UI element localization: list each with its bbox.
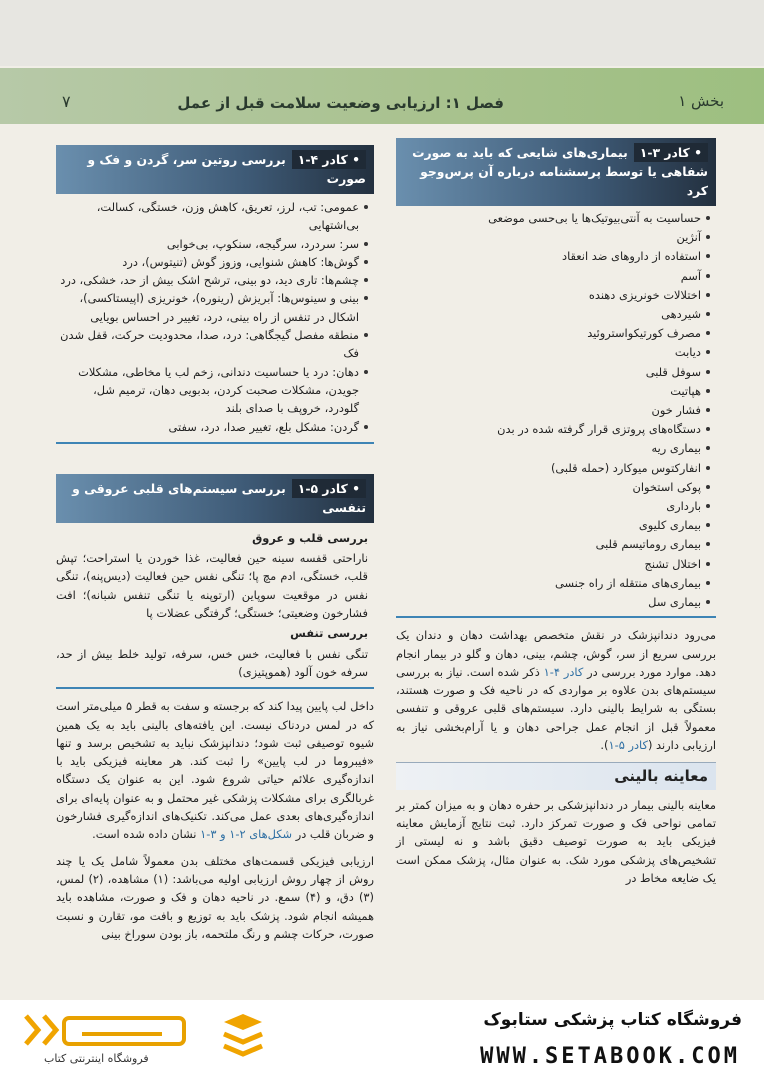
condition-list-item: بارداری — [396, 497, 710, 516]
setabook-logo[interactable] — [22, 1008, 192, 1074]
condition-list-item: انفارکتوس میوکارد (حمله قلبی) — [396, 459, 710, 478]
condition-list-item: دستگاه‌های پروتزی قرار گرفته شده در بدن — [396, 420, 710, 439]
section-heading: معاینه بالینی — [396, 762, 716, 789]
condition-list-item: بیماری سل — [396, 593, 710, 612]
book-stack-icon — [220, 1012, 266, 1066]
page-header — [0, 68, 764, 124]
condition-list-item: آسم — [396, 267, 710, 286]
section-label: بخش ۱ — [678, 92, 724, 110]
review-list-item: بینی و سینوس‌ها: آبریزش (رینوره)، خونریزی (اپیستاکسی)، اشکال در تنفس از راه بینی، درد، تغییر در احساس بویایی — [56, 289, 368, 326]
chapter-title: فصل ۱: ارزیابی وضعیت سلامت قبل از عمل — [177, 94, 504, 112]
condition-list-item: سوفل قلبی — [396, 363, 710, 382]
box-4-1-reference[interactable]: کادر ۴-۱ — [543, 664, 584, 679]
condition-list-item: اختلالات خونریزی دهنده — [396, 286, 710, 305]
review-list-item: گردن: مشکل بلع، تغییر صدا، درد، سفتی — [56, 418, 368, 436]
right-para1-text-c: ). — [600, 738, 609, 753]
review-list-item: دهان: درد یا حساسیت دندانی، زخم لب یا مخاطی، مشکلات جویدن، مشکلات صحبت کردن، بدبویی دهان، ترمیم شل، گلودرد، خروپف با صدای بلند — [56, 363, 368, 418]
right-paragraph-1 — [396, 626, 716, 754]
store-url[interactable]: WWW.SETABOOK.COM — [480, 1044, 740, 1069]
box-3-1-header — [396, 138, 716, 206]
condition-list-item: بیماری ریه — [396, 439, 710, 458]
review-list-item: منطقه مفصل گیجگاهی: درد، صدا، محدودیت حرکت، قفل شدن فک — [56, 326, 368, 363]
condition-list-item: دیابت — [396, 343, 710, 362]
left-column — [56, 145, 374, 943]
box-5-1-tag: • کادر ۵-۱ — [292, 479, 366, 498]
condition-list-item: شیردهی — [396, 305, 710, 324]
setabook-logo-icon — [22, 1008, 192, 1052]
condition-list-item: پوکی استخوان — [396, 478, 710, 497]
box-5-1-header — [56, 474, 374, 523]
box-divider — [56, 687, 374, 689]
left-paragraph-1 — [56, 697, 374, 843]
condition-list-item: استفاده از داروهای ضد انعقاد — [396, 247, 710, 266]
box-5-1-reference[interactable]: کادر ۵-۱ — [608, 738, 648, 753]
respiratory-subtitle: بررسی تنفس — [290, 626, 368, 641]
left-paragraph-2: ارزیابی فیزیکی قسمت‌های مختلف بدن معمولاً شامل یک یا چند روش از چهار روش ارزیابی اولیه می‌باشد: (۱) مشاهده، (۲) لمس، (۳) دق، و (۴) سمع. در ناحیه دهان و فک و صورت، مشاهده باید همیشه انجام شود. پزشک باید به توزیع و بافت مو، تقارن و نسبت صورت، حرکات چشم و رنگ ملتحمه، باز بودن سوراخ بینی — [56, 853, 374, 941]
box-4-1-tag: • کادر ۴-۱ — [292, 150, 366, 169]
condition-list-item: بیماری‌های منتقله از راه جنسی — [396, 574, 710, 593]
left-para1-text-b: نشان داده شده است. — [92, 827, 201, 842]
box-4-1-title: بررسی روتین سر، گردن و فک و صورت — [87, 152, 366, 186]
figures-reference[interactable]: شکل‌های ۲-۱ و ۳-۱ — [200, 827, 293, 842]
condition-list-item: بیماری روماتیسم قلبی — [396, 535, 710, 554]
review-list-item: عمومی: تب، لرز، تعریق، کاهش وزن، خستگی، کسالت، بی‌اشتهایی — [56, 198, 368, 235]
condition-list-item: بیماری کلیوی — [396, 516, 710, 535]
left-para1-text-a: داخل لب پایین پیدا کند که برجسته و سفت به قطر ۵ میلی‌متر است که در لمس دردناک نیست. این یافته‌های بالینی باید به یک همین شیوه توصیفی ثبت شود؛ دندانپزشک نباید به تشخیص برسد و تنها «فیبروما در لب پایین» را ثبت کند. هر معاینه فیزیکی باید با اندازه‌گیری علائم حیاتی شروع شود. این به عنوان یک دستگاه غربالگری برای مشکلات پزشکی غیر محتمل و به عنوان پایه‌ای برای اندازه‌گیری‌های بعدی عمل می‌کند. تکنیک‌های اندازه‌گیری فشارخون و ضربان قلب در — [56, 699, 374, 842]
condition-list-item: آنژین — [396, 228, 710, 247]
right-column — [396, 138, 716, 887]
condition-list-item: فشار خون — [396, 401, 710, 420]
logo-caption: فروشگاه اینترنتی کتاب — [44, 1052, 149, 1065]
store-footer — [0, 1000, 764, 1080]
box-4-1-header — [56, 145, 374, 194]
cardio-text: ناراحتی قفسه سینه حین فعالیت، غذا خوردن یا استراحت؛ تپش قلب، خستگی، ادم مچ پا؛ تنگی نفس حین فعالیت (دیس‌پنه)، تنگی نفس در موقعیت سوپاین (ارتوپنه یا تنگی تنفس شبانه)؛ افت فشارخون وضعیتی؛ خستگی؛ گرفتگی عضلات پا — [56, 551, 368, 621]
condition-list-item: مصرف کورتیکواستروئید — [396, 324, 710, 343]
review-list-item: چشم‌ها: تاری دید، دو بینی، ترشح اشک بیش از حد، خشکی، درد — [56, 271, 368, 289]
review-list-item: گوش‌ها: کاهش شنوایی، وزوز گوش (تنیتوس)، درد — [56, 253, 368, 271]
box-divider — [56, 442, 374, 444]
condition-list-item: حساسیت به آنتی‌بیوتیک‌ها یا بی‌حسی موضعی — [396, 209, 710, 228]
condition-list-item: اختلال تشنج — [396, 555, 710, 574]
condition-list-item: هپاتیت — [396, 382, 710, 401]
top-margin — [0, 0, 764, 66]
review-list-item: سر: سردرد، سرگیجه، سنکوپ، بی‌خوابی — [56, 235, 368, 253]
box-divider — [396, 616, 716, 618]
page-number: ۷ — [62, 92, 71, 111]
box-5-1-title: بررسی سیستم‌های قلبی عروقی و تنفسی — [72, 480, 366, 515]
box-3-1-title: بیماری‌های شایعی که باید به صورت شفاهی یا توسط پرسشنامه درباره آن پرس‌وجو کرد — [412, 145, 708, 198]
box-3-1-tag: • کادر ۳-۱ — [634, 143, 708, 162]
cardio-subtitle: بررسی قلب و عروق — [252, 530, 368, 545]
box-3-1-list — [396, 209, 716, 612]
right-para1-text-a: می‌رود دندانپزشک در نقش متخصص بهداشت دهان و دندان یک بررسی سریع از سر، گوش، چشم، بینی، دهان و گلو در بیمار انجام دهد. موارد مورد بررسی در — [396, 628, 716, 679]
box-4-1-list — [56, 198, 374, 436]
right-paragraph-2: معاینه بالینی بیمار در دندانپزشکی بر حفره دهان و به میزان کمتر بر تمامی نواحی فک و صورت تمرکز دارد. ثبت نتایج آزمایش معاینه فیزیکی باید به صورت توصیف دقیق باشد و نه لیستی از تشخیص‌های پزشکی مورد شک. به عنوان مثال، پزشک ممکن است یک ضایعه مخاط در — [396, 797, 716, 885]
store-name: فروشگاه کتاب پزشکی ستابوک — [483, 1010, 742, 1030]
respiratory-text: تنگی نفس با فعالیت، خس خس، سرفه، تولید خلط بیش از حد، سرفه خون آلود (هموپتیزی) — [56, 646, 368, 679]
right-para1-text-b: ذکر شده است. نیاز به بررسی سیستم‌های بدن علاوه بر مواردی که در ناحیه فک و صورت هستند، بستگی به شرایط بالینی دارد. سیستم‌های قلبی عروقی و تنفسی معمولاً قبل از انجام عمل جراحی دهان و یا آرام‌بخشی نیاز به ارزیابی دارند ( — [396, 664, 716, 753]
